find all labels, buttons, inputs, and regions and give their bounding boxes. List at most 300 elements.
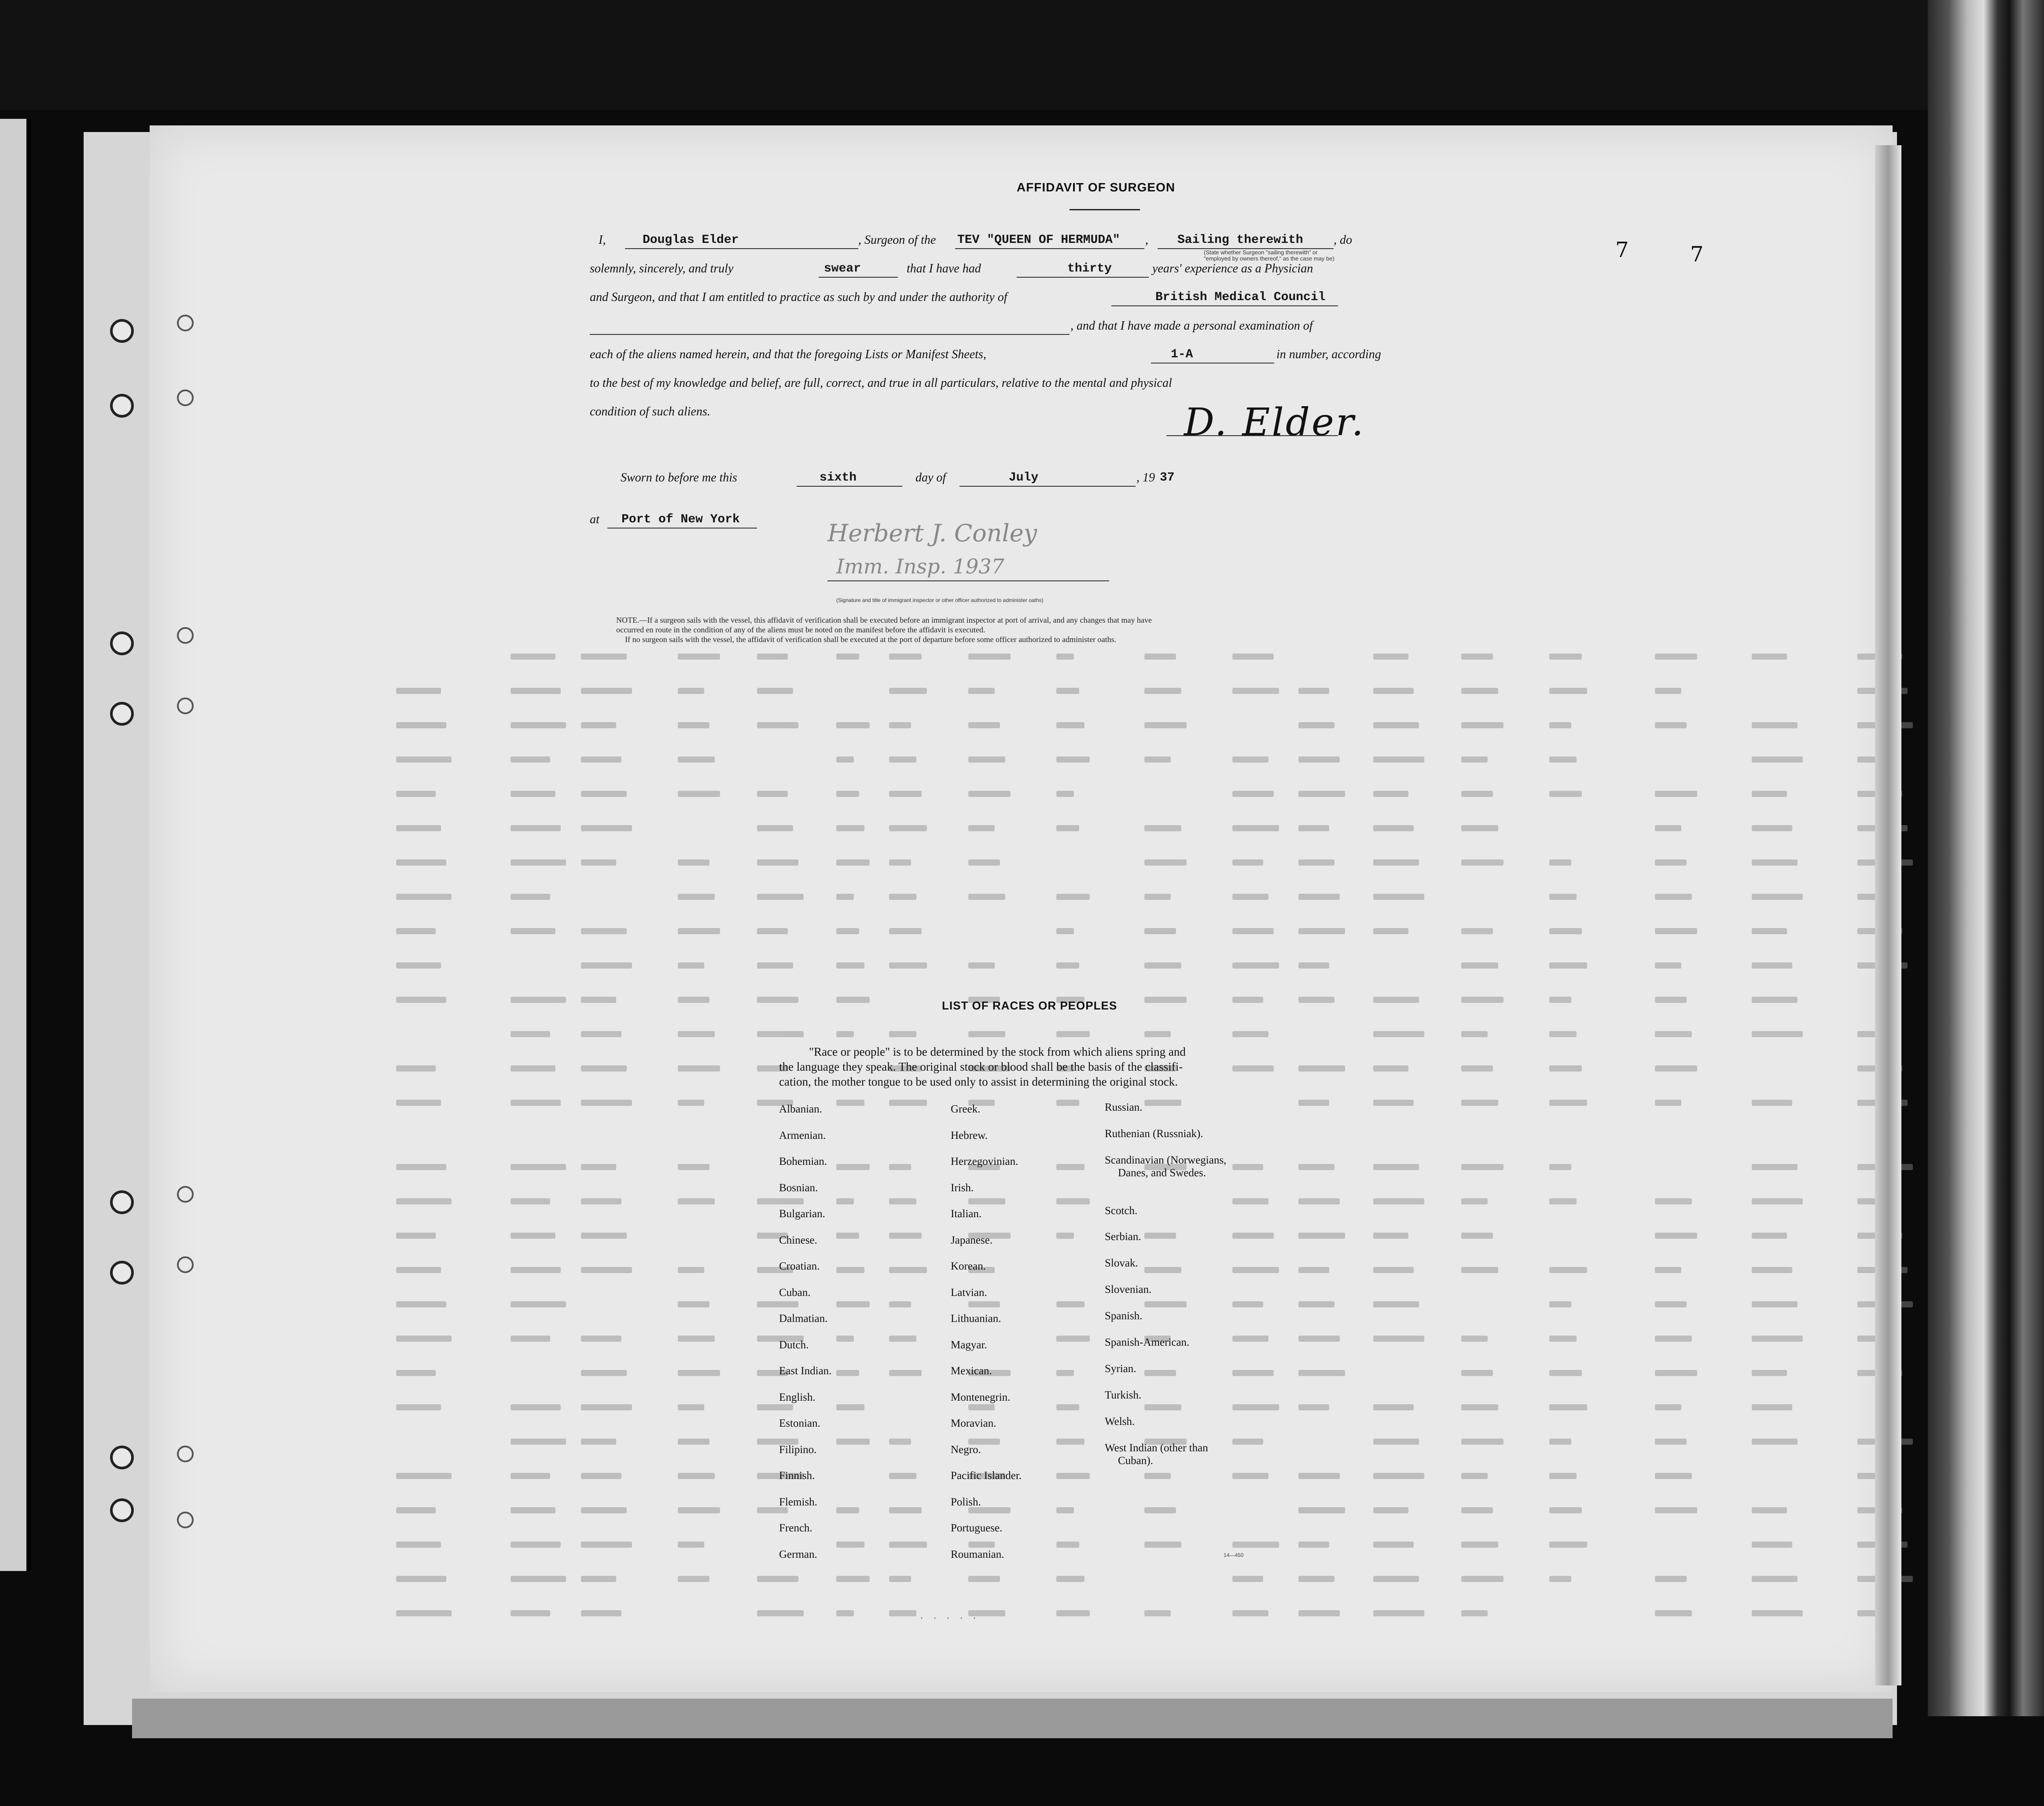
text-authority: and Surgeon, and that I am entitled to practice as such by and under the authority of bbox=[590, 290, 1007, 304]
ghost-text bbox=[968, 688, 995, 694]
ghost-text bbox=[889, 1542, 927, 1548]
ghost-text bbox=[1655, 894, 1692, 900]
ghost-text bbox=[1144, 1542, 1181, 1548]
ghost-text bbox=[396, 1507, 436, 1513]
ghost-text bbox=[678, 962, 704, 969]
race-item: Dutch. bbox=[779, 1339, 809, 1351]
ghost-text bbox=[1232, 859, 1263, 866]
ghost-text bbox=[1461, 1439, 1504, 1445]
ghost-text bbox=[1752, 1404, 1792, 1410]
ghost-text bbox=[581, 1267, 632, 1273]
ghost-text bbox=[1752, 997, 1798, 1003]
punch-hole bbox=[110, 319, 134, 343]
ghost-text bbox=[1752, 1031, 1803, 1037]
ghost-text bbox=[889, 1507, 922, 1513]
ghost-text bbox=[1752, 1164, 1798, 1170]
ghost-text bbox=[678, 859, 710, 866]
ghost-text bbox=[396, 825, 441, 831]
ghost-text bbox=[1461, 997, 1504, 1003]
ghost-text bbox=[1144, 1233, 1176, 1239]
sworn-year: 37 bbox=[1160, 471, 1175, 485]
ghost-text bbox=[1232, 825, 1279, 831]
ghost-text bbox=[1232, 1404, 1279, 1410]
ghost-text bbox=[396, 1267, 441, 1273]
text-examination: , and that I have made a personal examination of bbox=[1070, 319, 1313, 333]
race-item: Italian. bbox=[951, 1208, 982, 1220]
ghost-text bbox=[1056, 825, 1079, 831]
ghost-text bbox=[1549, 1439, 1571, 1445]
ghost-text bbox=[1373, 1336, 1424, 1342]
affidavit-line-2 bbox=[590, 262, 1602, 281]
ghost-text bbox=[1549, 1065, 1582, 1072]
ghost-text bbox=[581, 1065, 627, 1072]
ghost-row bbox=[396, 722, 1937, 731]
ghost-text bbox=[889, 1336, 916, 1342]
ghost-text bbox=[511, 722, 566, 728]
text-day-of: day of bbox=[915, 471, 946, 485]
ghost-text bbox=[1461, 1404, 1498, 1410]
ghost-text bbox=[836, 1542, 864, 1548]
ghost-text bbox=[1232, 1164, 1263, 1170]
ghost-row bbox=[396, 962, 1937, 971]
ghost-text bbox=[1461, 1542, 1498, 1548]
ghost-text bbox=[581, 1439, 616, 1445]
ghost-text bbox=[1056, 1473, 1090, 1479]
ghost-text bbox=[757, 722, 798, 728]
ghost-text bbox=[581, 962, 632, 969]
ghost-row bbox=[396, 1576, 1937, 1585]
ghost-text bbox=[1232, 1336, 1268, 1342]
ghost-text bbox=[678, 1404, 704, 1410]
ghost-text bbox=[1752, 756, 1803, 763]
race-item: Korean. bbox=[951, 1260, 986, 1272]
race-item: Lithuanian. bbox=[951, 1313, 1001, 1325]
ghost-text bbox=[757, 1198, 804, 1204]
surgeon-name: Douglas Elder bbox=[643, 233, 739, 247]
ghost-text bbox=[757, 791, 788, 797]
ghost-text bbox=[511, 756, 550, 763]
ghost-text bbox=[968, 791, 1011, 797]
ghost-text bbox=[1461, 1507, 1493, 1513]
ghost-text bbox=[511, 859, 566, 866]
ghost-text bbox=[968, 962, 995, 969]
ghost-text bbox=[678, 756, 715, 763]
ghost-text bbox=[889, 688, 927, 694]
ghost-text bbox=[1752, 653, 1787, 660]
form-number: 14—450 bbox=[1224, 1552, 1244, 1558]
ghost-text bbox=[1461, 688, 1498, 694]
race-item: Finnish. bbox=[779, 1470, 815, 1482]
ghost-text bbox=[1144, 1473, 1171, 1479]
ghost-text bbox=[889, 1100, 927, 1106]
ghost-row bbox=[396, 1100, 1937, 1109]
ghost-text bbox=[396, 688, 441, 694]
ghost-text bbox=[511, 653, 555, 660]
ghost-text bbox=[836, 962, 864, 969]
ghost-text bbox=[1461, 1473, 1488, 1479]
ghost-text bbox=[581, 1198, 621, 1204]
ghost-text bbox=[1056, 1233, 1074, 1239]
ghost-text bbox=[968, 1542, 995, 1548]
ghost-text bbox=[757, 894, 804, 900]
race-item: Magyar. bbox=[951, 1339, 987, 1351]
ghost-text bbox=[1461, 1576, 1504, 1582]
ghost-text bbox=[1298, 928, 1345, 934]
ghost-text bbox=[1144, 756, 1171, 763]
ghost-text bbox=[396, 1233, 436, 1239]
sheet-count: 1-A bbox=[1171, 348, 1193, 361]
ghost-row bbox=[396, 1404, 1937, 1413]
officer-caption: (Signature and title of immigrant inspector or other officer authorized to administer oaths) bbox=[836, 597, 1044, 603]
ghost-text bbox=[836, 1164, 870, 1170]
ghost-text bbox=[1232, 791, 1274, 797]
text-i: I, bbox=[599, 233, 606, 247]
ghost-text bbox=[1056, 1370, 1074, 1376]
race-item: Croatian. bbox=[779, 1260, 820, 1272]
ghost-text bbox=[1373, 688, 1414, 694]
ghost-text bbox=[1298, 1404, 1329, 1410]
ghost-text bbox=[1232, 928, 1274, 934]
ghost-text bbox=[581, 997, 616, 1003]
ghost-text bbox=[1549, 1542, 1587, 1548]
race-item: Turkish. bbox=[1105, 1389, 1142, 1401]
ghost-text bbox=[836, 859, 870, 866]
margin-number: 7 bbox=[1615, 238, 1629, 262]
ghost-text bbox=[1373, 1507, 1408, 1513]
ghost-text bbox=[581, 928, 627, 934]
ghost-text bbox=[1056, 1031, 1090, 1037]
affidavit-line-7 bbox=[590, 405, 1602, 424]
ghost-text bbox=[1752, 1301, 1798, 1307]
ghost-text bbox=[968, 859, 1000, 866]
ghost-text bbox=[889, 1439, 911, 1445]
ghost-text bbox=[1655, 1336, 1692, 1342]
ghost-text bbox=[889, 1370, 922, 1376]
ghost-text bbox=[1461, 1164, 1504, 1170]
underlying-sheet-edge bbox=[132, 1699, 1893, 1738]
ghost-text bbox=[678, 1370, 720, 1376]
ghost-text bbox=[1056, 1198, 1090, 1204]
ghost-row bbox=[396, 1031, 1937, 1040]
ghost-text bbox=[1461, 928, 1493, 934]
ghost-text bbox=[1461, 1610, 1488, 1616]
ghost-text bbox=[889, 756, 916, 763]
sworn-place: Port of New York bbox=[621, 513, 740, 526]
ghost-text bbox=[1752, 894, 1803, 900]
ghost-text bbox=[1056, 1164, 1084, 1170]
ghost-text bbox=[1461, 1233, 1493, 1239]
ghost-text bbox=[581, 1507, 627, 1513]
race-item: Bulgarian. bbox=[779, 1208, 825, 1220]
ghost-text bbox=[836, 1100, 864, 1106]
ghost-text bbox=[581, 1336, 621, 1342]
ghost-row bbox=[396, 1233, 1937, 1241]
ghost-text bbox=[1752, 1198, 1803, 1204]
ghost-text bbox=[1655, 1439, 1687, 1445]
ghost-text bbox=[1752, 1336, 1803, 1342]
ghost-text bbox=[1655, 1404, 1681, 1410]
ghost-text bbox=[1232, 1610, 1268, 1616]
race-item: Albanian. bbox=[779, 1103, 822, 1115]
ghost-text bbox=[1461, 1336, 1488, 1342]
ghost-text bbox=[1549, 722, 1571, 728]
ghost-text bbox=[1655, 1031, 1692, 1037]
ghost-text bbox=[1373, 1439, 1419, 1445]
ghost-row bbox=[396, 894, 1937, 903]
ghost-text bbox=[836, 928, 859, 934]
race-item: Japanese. bbox=[951, 1234, 993, 1246]
ghost-text bbox=[1655, 1610, 1692, 1616]
ghost-text bbox=[1655, 1100, 1681, 1106]
oath-type: swear bbox=[824, 262, 861, 275]
ghost-text bbox=[1549, 1267, 1587, 1273]
ghost-text bbox=[889, 1164, 911, 1170]
ghost-text bbox=[968, 894, 1005, 900]
ghost-text bbox=[511, 1164, 566, 1170]
ghost-text bbox=[678, 1301, 710, 1307]
race-item: Scandinavian (Norwegians, bbox=[1105, 1154, 1227, 1166]
ghost-text bbox=[1056, 1404, 1079, 1410]
ghost-text bbox=[1549, 791, 1582, 797]
ghost-text bbox=[1232, 1576, 1263, 1582]
text-comma: , bbox=[1145, 233, 1148, 247]
ghost-text bbox=[511, 1336, 550, 1342]
ghost-text bbox=[1461, 1065, 1493, 1072]
race-item: Latvian. bbox=[951, 1286, 987, 1299]
text-years: years' experience as a Physician bbox=[1152, 262, 1313, 275]
race-item: Danes, and Swedes. bbox=[1118, 1167, 1206, 1179]
race-item: Mexican. bbox=[951, 1365, 992, 1377]
ghost-text bbox=[1232, 894, 1268, 900]
ghost-text bbox=[396, 859, 446, 866]
ghost-text bbox=[1461, 859, 1504, 866]
ghost-text bbox=[1655, 1267, 1681, 1273]
ghost-text bbox=[1144, 1031, 1171, 1037]
ghost-text bbox=[581, 1100, 632, 1106]
ghost-text bbox=[889, 653, 922, 660]
ghost-text bbox=[1373, 928, 1408, 934]
ghost-text bbox=[396, 1164, 446, 1170]
ghost-text bbox=[968, 1301, 1000, 1307]
dotted-mark: · · · · · bbox=[920, 1613, 980, 1624]
race-item: Syrian. bbox=[1105, 1363, 1136, 1375]
ghost-text bbox=[396, 1100, 441, 1106]
ghost-text bbox=[678, 997, 710, 1003]
ghost-text bbox=[836, 825, 864, 831]
ghost-text bbox=[1461, 722, 1504, 728]
ghost-text bbox=[1373, 791, 1408, 797]
ghost-text bbox=[678, 1100, 704, 1106]
ghost-text bbox=[757, 1404, 793, 1410]
ghost-text bbox=[968, 1404, 995, 1410]
affidavit-line-6 bbox=[590, 376, 1602, 396]
ghost-text bbox=[1144, 1610, 1171, 1616]
ghost-text bbox=[1056, 1542, 1079, 1548]
ghost-text bbox=[1056, 962, 1079, 969]
ghost-text bbox=[1373, 1267, 1414, 1273]
ghost-text bbox=[757, 653, 788, 660]
race-item: Pacific Islander. bbox=[951, 1470, 1022, 1482]
ghost-row bbox=[396, 1507, 1937, 1516]
ghost-text bbox=[1549, 688, 1587, 694]
ghost-text bbox=[757, 928, 788, 934]
ghost-text bbox=[1298, 1065, 1345, 1072]
capacity-instruction: (State whether Surgeon "sailing therewith" or "employed by owners thereof," as the case may be) bbox=[1204, 249, 1334, 262]
race-item: Cuban). bbox=[1118, 1455, 1153, 1467]
ghost-text bbox=[1232, 997, 1263, 1003]
race-item: Estonian. bbox=[779, 1417, 820, 1429]
ghost-text bbox=[889, 1031, 916, 1037]
ghost-text bbox=[1752, 859, 1798, 866]
ghost-text bbox=[836, 1267, 864, 1273]
ghost-text bbox=[1752, 1610, 1803, 1616]
ghost-text bbox=[1056, 928, 1074, 934]
ghost-text bbox=[581, 1610, 621, 1616]
race-item: Ruthenian (Russniak). bbox=[1105, 1128, 1203, 1140]
ghost-text bbox=[1549, 1301, 1571, 1307]
text-do: , do bbox=[1334, 233, 1352, 247]
ghost-text bbox=[1549, 859, 1571, 866]
ghost-text bbox=[678, 688, 704, 694]
ghost-text bbox=[511, 1031, 550, 1037]
race-item: Chinese. bbox=[779, 1234, 817, 1246]
ghost-text bbox=[1655, 825, 1681, 831]
ghost-row bbox=[396, 791, 1937, 800]
affidavit-line-4 bbox=[590, 319, 1602, 338]
blank-rule bbox=[1151, 348, 1274, 363]
officer-signature-rule bbox=[827, 579, 1109, 581]
punch-hole bbox=[177, 389, 194, 406]
ghost-text bbox=[1232, 1542, 1279, 1548]
ghost-text bbox=[1144, 1507, 1176, 1513]
ghost-text bbox=[1461, 825, 1498, 831]
ghost-text bbox=[1144, 722, 1187, 728]
ghost-text bbox=[581, 1164, 616, 1170]
ghost-text bbox=[581, 1542, 632, 1548]
ghost-text bbox=[836, 756, 854, 763]
ghost-text bbox=[581, 1233, 627, 1239]
ghost-text bbox=[836, 1031, 854, 1037]
sworn-place-line bbox=[590, 513, 1602, 532]
ghost-text bbox=[511, 791, 555, 797]
ghost-text bbox=[1144, 653, 1176, 660]
ghost-text bbox=[757, 859, 798, 866]
ghost-text bbox=[1298, 997, 1334, 1003]
ghost-text bbox=[511, 1473, 550, 1479]
ghost-text bbox=[1056, 722, 1084, 728]
ghost-row bbox=[396, 688, 1937, 697]
ghost-text bbox=[1373, 1233, 1408, 1239]
ghost-text bbox=[1056, 894, 1090, 900]
ghost-text bbox=[1298, 1267, 1329, 1273]
ghost-text bbox=[1461, 756, 1488, 763]
ghost-text bbox=[1232, 688, 1279, 694]
ghost-row bbox=[396, 1370, 1937, 1379]
ghost-text bbox=[1752, 791, 1787, 797]
ghost-text bbox=[581, 1370, 627, 1376]
race-item: English. bbox=[779, 1391, 816, 1403]
text-best-knowledge: to the best of my knowledge and belief, are full, correct, and true in all particulars, relative to the mental and physical bbox=[590, 376, 1172, 390]
ghost-text bbox=[1232, 1065, 1274, 1072]
text-each-alien: each of the aliens named herein, and that the foregoing Lists or Manifest Sheets, bbox=[590, 348, 986, 361]
sworn-day: sixth bbox=[820, 471, 857, 485]
punch-hole bbox=[177, 1512, 194, 1528]
punch-hole bbox=[110, 1190, 134, 1214]
ghost-text bbox=[396, 1301, 446, 1307]
manifest-page bbox=[150, 125, 1893, 1692]
ghost-text bbox=[1144, 1404, 1181, 1410]
ghost-text bbox=[968, 653, 1011, 660]
races-intro-3: cation, the mother tongue to be used only to assist in determining the original stock. bbox=[779, 1075, 1178, 1088]
ghost-text bbox=[678, 1198, 715, 1204]
page-stack-edge bbox=[1875, 145, 1901, 1685]
ghost-text bbox=[968, 1576, 1000, 1582]
ghost-row bbox=[396, 1610, 1937, 1619]
ghost-row bbox=[396, 653, 1937, 662]
ghost-text bbox=[396, 1576, 446, 1582]
ghost-text bbox=[581, 756, 621, 763]
ghost-text bbox=[1655, 1198, 1692, 1204]
ghost-text bbox=[1373, 1065, 1408, 1072]
ghost-text bbox=[1549, 928, 1582, 934]
race-item: Moravian. bbox=[951, 1417, 996, 1429]
ghost-text bbox=[1461, 962, 1498, 969]
race-item: West Indian (other than bbox=[1105, 1442, 1208, 1454]
ghost-text bbox=[511, 1404, 561, 1410]
ghost-text bbox=[511, 928, 555, 934]
ghost-text bbox=[1752, 1233, 1787, 1239]
text-in-number: in number, according bbox=[1276, 348, 1381, 361]
ghost-text bbox=[1056, 1301, 1084, 1307]
ghost-text bbox=[889, 791, 922, 797]
ghost-text bbox=[1655, 791, 1697, 797]
ghost-row bbox=[396, 1473, 1937, 1482]
ghost-text bbox=[889, 1267, 927, 1273]
ghost-text bbox=[757, 997, 798, 1003]
ghost-text bbox=[757, 1610, 804, 1616]
ghost-text bbox=[889, 859, 911, 866]
race-item: Montenegrin. bbox=[951, 1391, 1011, 1403]
ghost-text bbox=[1373, 825, 1414, 831]
ghost-text bbox=[581, 791, 627, 797]
ghost-text bbox=[1461, 653, 1493, 660]
ghost-text bbox=[1655, 1065, 1697, 1072]
race-item: Russian. bbox=[1105, 1101, 1143, 1113]
ghost-text bbox=[581, 1404, 632, 1410]
ghost-text bbox=[836, 894, 854, 900]
ghost-text bbox=[1752, 928, 1787, 934]
ghost-text bbox=[511, 1301, 566, 1307]
ghost-text bbox=[1752, 722, 1798, 728]
ghost-text bbox=[1232, 1301, 1263, 1307]
ghost-text bbox=[757, 1576, 798, 1582]
ghost-text bbox=[889, 1301, 911, 1307]
ghost-text bbox=[1056, 1507, 1074, 1513]
ghost-text bbox=[1549, 1473, 1577, 1479]
ghost-text bbox=[678, 928, 720, 934]
ghost-text bbox=[1655, 653, 1697, 660]
affidavit-title: AFFIDAVIT OF SURGEON bbox=[1016, 180, 1176, 194]
ghost-text bbox=[1461, 1100, 1498, 1106]
ghost-text bbox=[511, 1233, 555, 1239]
affidavit-line-5 bbox=[590, 348, 1602, 367]
ghost-text bbox=[1549, 962, 1587, 969]
ghost-text bbox=[396, 928, 436, 934]
ghost-text bbox=[1461, 1031, 1488, 1037]
punch-hole bbox=[110, 394, 134, 418]
race-item: Negro. bbox=[951, 1443, 981, 1456]
race-item: Bosnian. bbox=[779, 1182, 818, 1194]
